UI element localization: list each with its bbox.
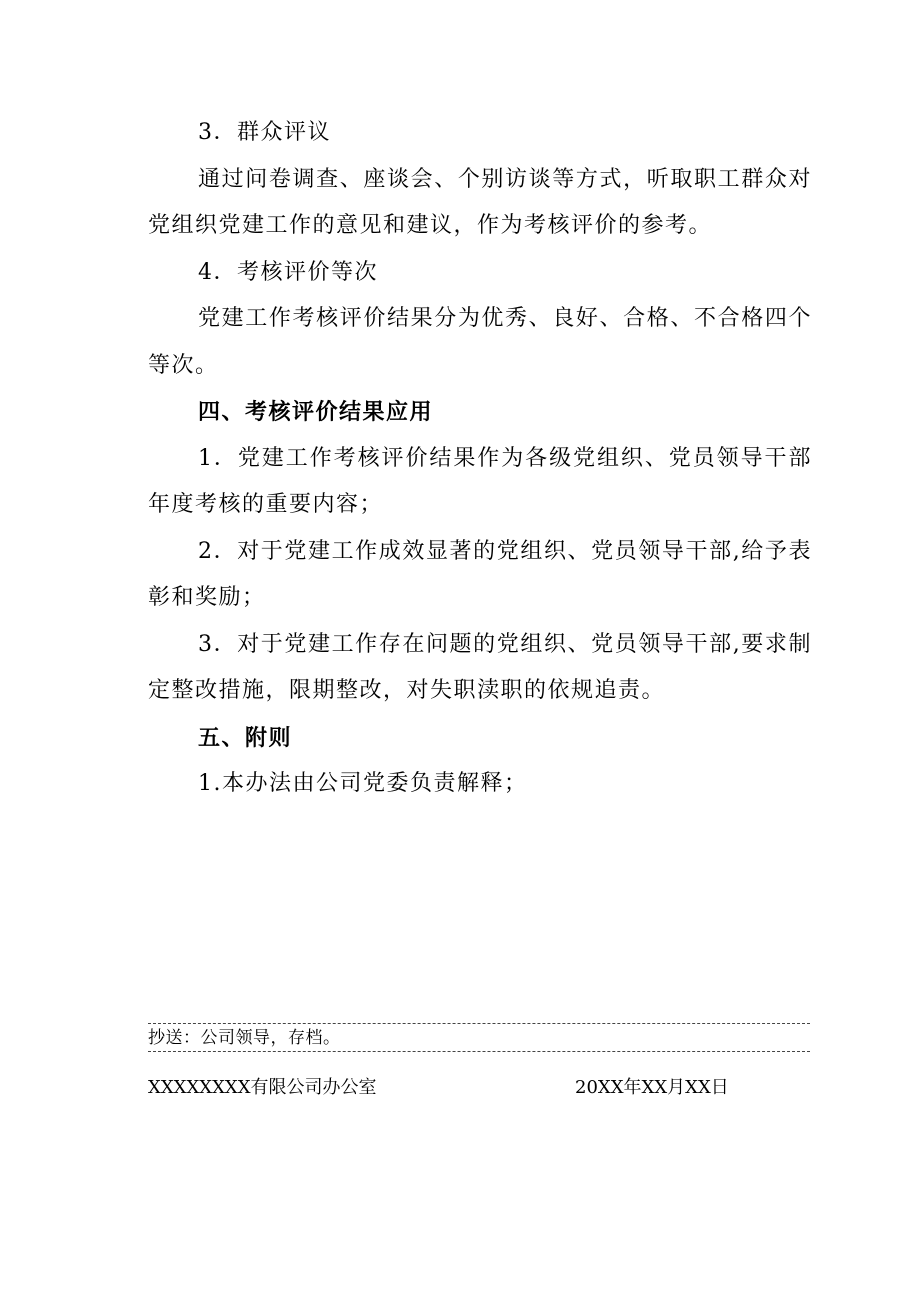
paragraph-mass-evaluation-body: 通过问卷调查、座谈会、个别访谈等方式，听取职工群众对党组织党建工作的意见和建议，作为考核评价的参考。	[148, 166, 812, 238]
issuing-office: XXXXXXXX有限公司办公室	[148, 1077, 377, 1098]
paragraph-mass-evaluation-heading: 3．群众评议	[198, 120, 331, 145]
document-body	[148, 110, 812, 808]
footer-bottom-rule	[148, 1051, 810, 1052]
paragraph-result-item-3: 3．对于党建工作存在问题的党组织、党员领导干部,要求制定整改措施，限期整改，对失职渎职的依规追责。	[148, 631, 812, 703]
issue-date: 20XX年XX月XX日	[575, 1077, 729, 1098]
footer-top-rule	[148, 1023, 810, 1024]
section-heading-supplementary: 五、附则	[198, 724, 293, 751]
cc-line: 抄送：公司领导，存档。	[148, 1028, 341, 1048]
paragraph-result-item-1: 1．党建工作考核评价结果作为各级党组织、党员领导干部年度考核的重要内容；	[148, 445, 812, 517]
paragraph-grade-heading: 4．考核评价等次	[198, 259, 378, 285]
paragraph-supplementary-item-1: 1.本办法由公司党委负责解释；	[198, 771, 528, 796]
paragraph-grade-body: 党建工作考核评价结果分为优秀、良好、合格、不合格四个等次。	[148, 306, 812, 378]
paragraph-result-item-2: 2．对于党建工作成效显著的党组织、党员领导干部,给予表彰和奖励；	[148, 538, 812, 610]
section-heading-result-application: 四、考核评价结果应用	[198, 399, 434, 425]
